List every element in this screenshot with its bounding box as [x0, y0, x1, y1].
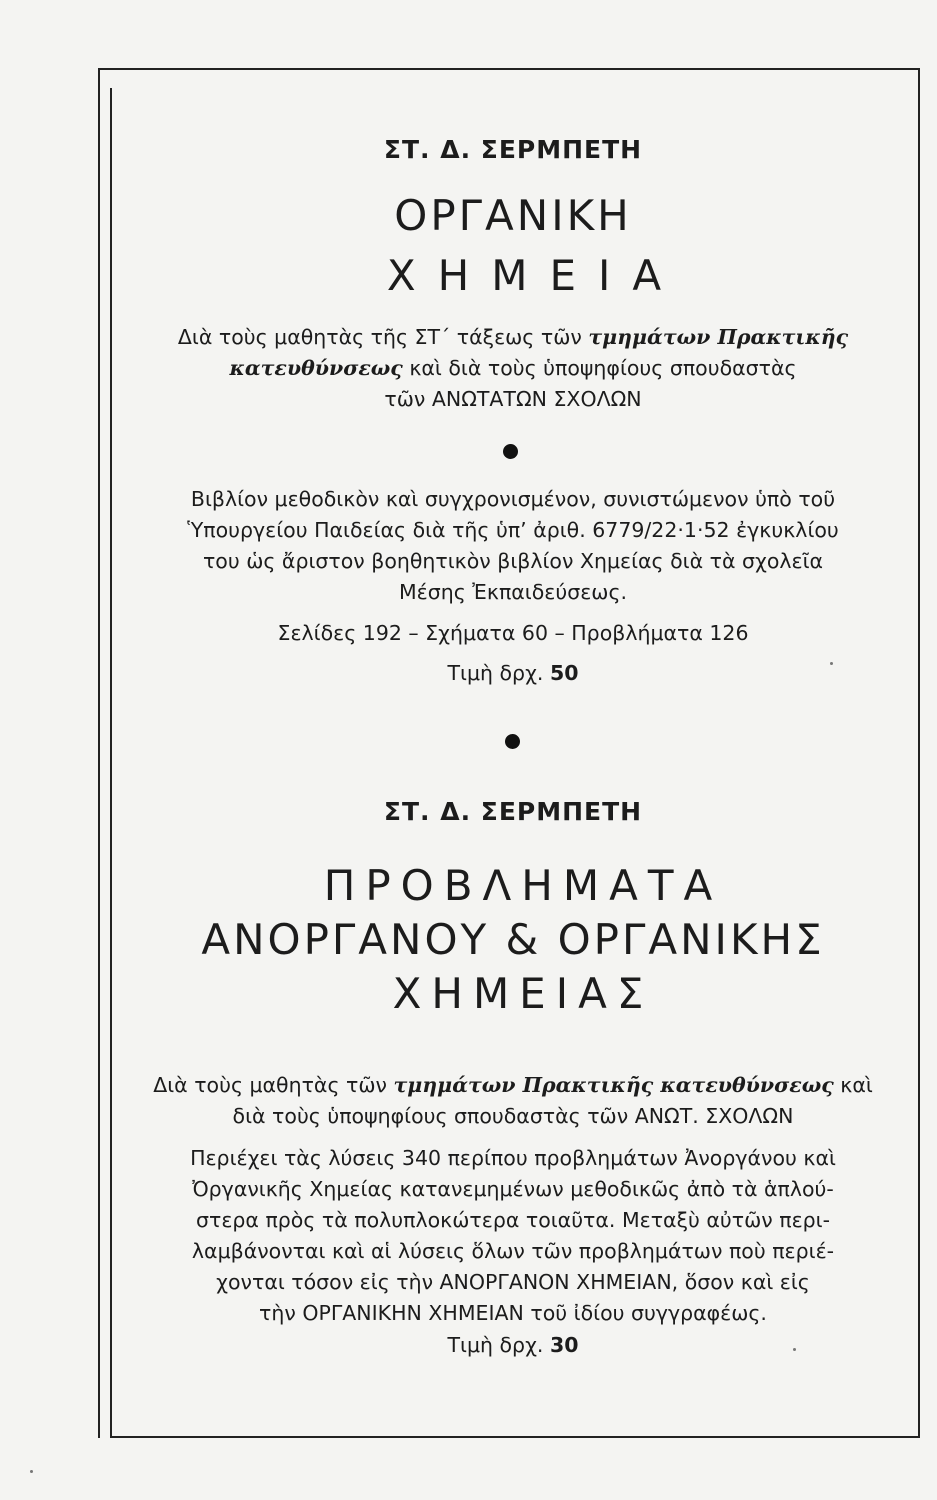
book2-description-line: χονται τόσον εἰς τὴν ΑΝΟΡΓΑΝΟΝ ΧΗΜΕΙΑΝ, ὅσον καὶ εἰς: [216, 1270, 810, 1294]
book2-description: [112, 1143, 914, 1329]
book2-intro-line1-emphasis: τμημάτων Πρακτικῆς κατευθύνσεως: [393, 1073, 834, 1097]
book1-description-line: του ὡς ἄριστον βοηθητικὸν βιβλίον Χημείας διὰ τὰ σχολεῖα: [202, 549, 824, 573]
book2-description-line: Περιέχει τὰς λύσεις 340 περίπου προβλημάτων Ἀνοργάνου καὶ: [190, 1146, 836, 1170]
bullet-icon: [503, 444, 518, 459]
book2-title-line3: ΧΗΜΕΙΑΣ: [392, 969, 654, 1018]
book2-title-line2: ΑΝΟΡΓΑΝΟΥ & ΟΡΓΑΝΙΚΗΣ: [201, 915, 825, 964]
book1-price-label: Τιμὴ δρχ.: [447, 661, 544, 685]
book1-intro-line2-emphasis: κατευθύνσεως: [229, 356, 403, 380]
book1-intro-line1-emphasis: τμημάτων Πρακτικῆς: [588, 325, 849, 349]
book2-description-line: λαμβάνονται καὶ αἱ λύσεις ὅλων τῶν προβλημάτων ποὺ περιέ-: [191, 1239, 835, 1263]
book1-intro-line2: [112, 353, 914, 384]
book1-intro-line1-text: Διὰ τοὺς μαθητὰς τῆς ΣΤ΄ τάξεως τῶν: [177, 325, 589, 349]
speck: [30, 1470, 33, 1473]
book1-description-line: Βιβλίον μεθοδικὸν καὶ συγχρονισμένον, συνιστώμενον ὑπὸ τοῦ: [190, 487, 836, 511]
book2-description-line: στερα πρὸς τὰ πολυπλοκώτερα τοιαῦτα. Μεταξὺ αὐτῶν περι-: [195, 1208, 831, 1232]
book2-intro-line1: [112, 1070, 914, 1101]
book2-intro-line1-text: Διὰ τοὺς μαθητὰς τῶν: [153, 1073, 394, 1097]
book2-description-line: τὴν ΟΡΓΑΝΙΚΗΝ ΧΗΜΕΙΑΝ τοῦ ἰδίου συγγραφέως.: [259, 1301, 767, 1325]
speck: [830, 662, 833, 665]
book1-price-value: 50: [549, 661, 579, 685]
book2-price-label: Τιμὴ δρχ.: [447, 1333, 544, 1357]
book1-description-line: Ὑπουργείου Παιδείας διὰ τῆς ὑπ’ ἀριθ. 6779/22·1·52 ἐγκυκλίου: [187, 518, 839, 542]
speck: [793, 1348, 796, 1351]
book2-price-value: 30: [549, 1333, 579, 1357]
book1-specs: Σελίδες 192 – Σχήματα 60 – Προβλήματα 126: [277, 621, 749, 645]
book1-intro-line2-text: καὶ διὰ τοὺς ὑποψηφίους σπουδαστὰς: [402, 356, 797, 380]
book1-title-line2: ΧΗΜΕΙΑ: [386, 251, 684, 300]
book1-title-line1: ΟΡΓΑΝΙΚΗ: [394, 191, 632, 240]
book1-intro-line3: τῶν ΑΝΩΤΑΤΩΝ ΣΧΟΛΩΝ: [384, 387, 642, 411]
book2-price: [112, 1330, 914, 1361]
book2-author: ΣΤ. Δ. ΣΕΡΜΠΕΤΗ: [383, 797, 643, 826]
book2-description-line: Ὀργανικῆς Χημείας κατανεμημένων μεθοδικῶς ἀπὸ τὰ ἁπλού-: [192, 1177, 834, 1201]
book1-description: [112, 484, 914, 608]
book1-description-line: Μέσης Ἐκπαιδεύσεως.: [398, 580, 628, 604]
bullet-icon: [505, 734, 520, 749]
book2-title-line1: ΠΡΟΒΛΗΜΑΤΑ: [323, 861, 723, 910]
book2-intro-line1-end: καὶ: [833, 1073, 873, 1097]
book1-intro-line1: [112, 322, 914, 353]
book2-intro-line2: διὰ τοὺς ὑποψηφίους σπουδαστὰς τῶν ΑΝΩΤ. ΣΧΟΛΩΝ: [232, 1104, 794, 1128]
book1-intro: [112, 322, 914, 415]
book1-price: [112, 658, 914, 689]
book1-author: ΣΤ. Δ. ΣΕΡΜΠΕΤΗ: [383, 135, 643, 164]
book2-intro: [112, 1070, 914, 1132]
